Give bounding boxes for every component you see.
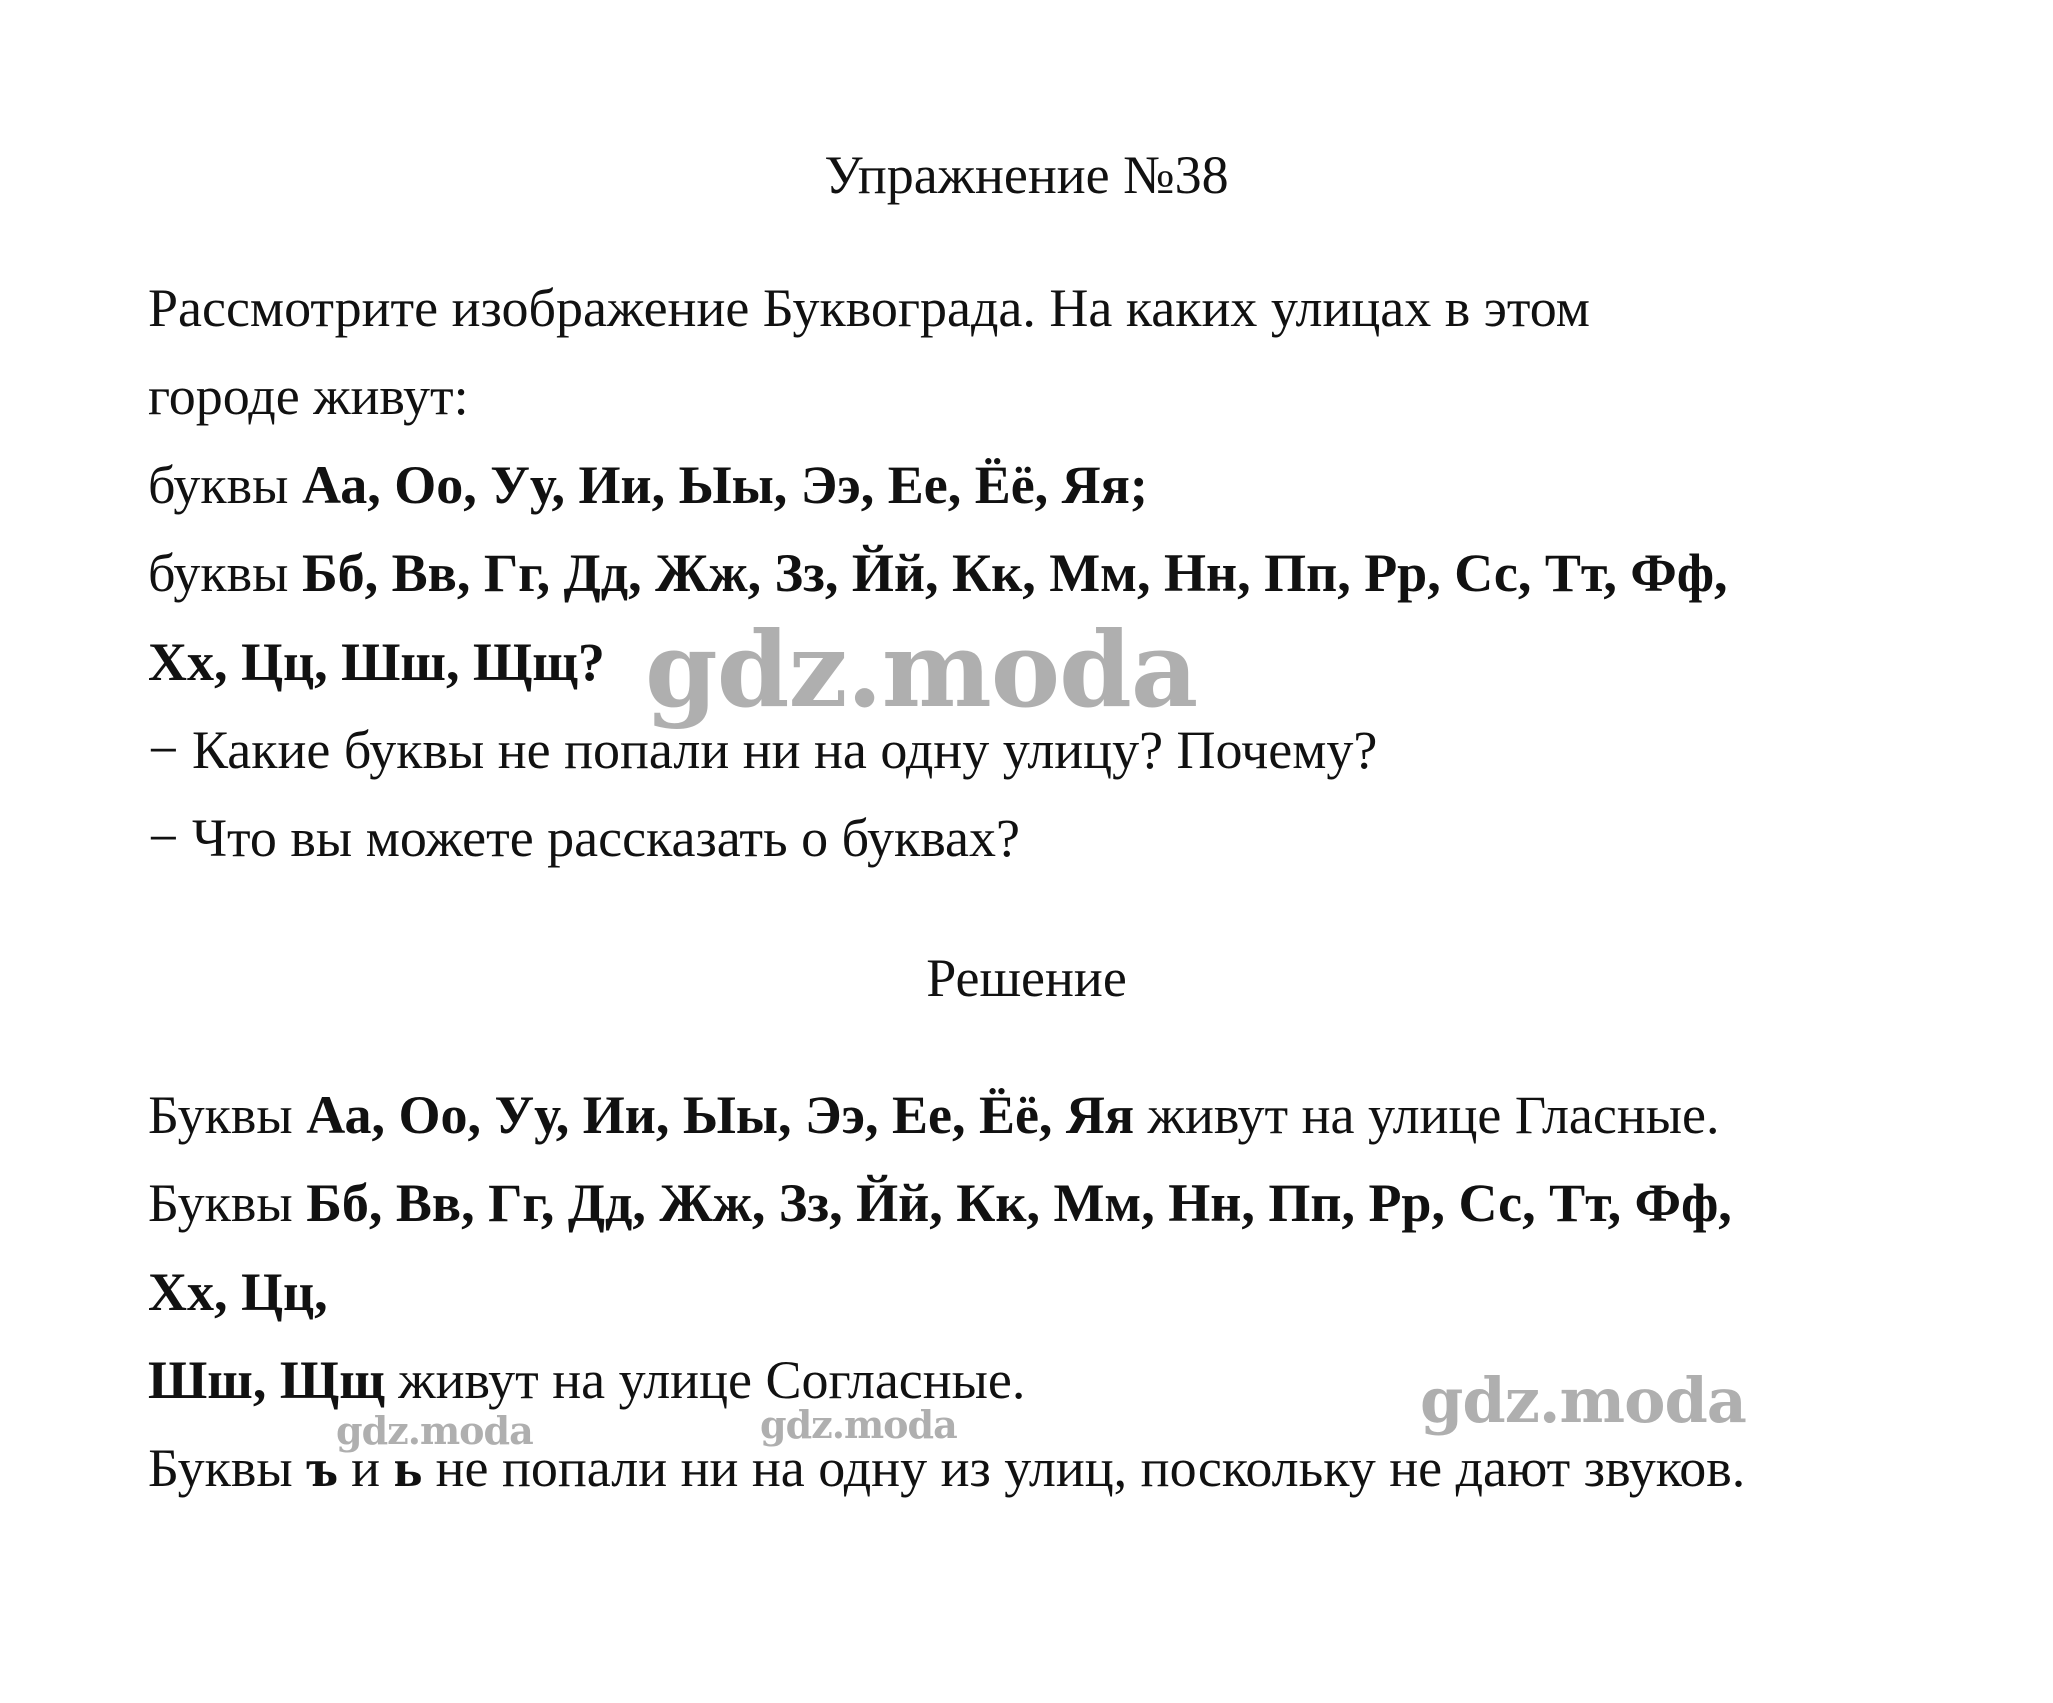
- exercise-consonants-line-1: [148, 543, 1728, 603]
- watermark-large: gdz.moda: [645, 608, 1198, 731]
- solution-consonants-list-2: Хх, Цц,: [148, 1262, 328, 1322]
- consonants-prefix: буквы: [148, 543, 302, 603]
- solution-signs-line: [148, 1438, 1745, 1498]
- solution-vowels-prefix: Буквы: [148, 1085, 307, 1145]
- solution-consonants-line-1: [148, 1173, 1732, 1233]
- hard-sign: ъ: [306, 1438, 338, 1498]
- exercise-vowels-line: [148, 455, 1148, 515]
- consonants-list-2: Хх, Цц, Шш, Щщ?: [148, 632, 605, 692]
- solution-consonants-list-3: Шш, Щщ: [148, 1350, 385, 1410]
- solution-consonants-suffix: живут на улице Согласные.: [384, 1350, 1026, 1410]
- solution-vowels-line: [148, 1085, 1720, 1145]
- exercise-question-2: − Что вы можете рассказать о буквах?: [148, 808, 1020, 868]
- solution-consonants-prefix: Буквы: [148, 1173, 307, 1233]
- soft-sign: ь: [393, 1438, 423, 1498]
- solution-vowels-list: Аа, Оо, Уу, Ии, Ыы, Ээ, Ее, Ёё, Яя: [306, 1085, 1135, 1145]
- exercise-question-1: − Какие буквы не попали ни на одну улицу? Почему?: [148, 720, 1378, 780]
- solution-consonants-line-2: [148, 1262, 328, 1322]
- signs-and: и: [337, 1438, 394, 1498]
- vowels-prefix: буквы: [148, 455, 302, 515]
- solution-heading: Решение: [926, 948, 1127, 1008]
- solution-signs-prefix: Буквы: [148, 1438, 307, 1498]
- vowels-list: Аа, Оо, Уу, Ии, Ыы, Ээ, Ее, Ёё, Яя;: [301, 455, 1148, 515]
- watermark-medium: gdz.moda: [1420, 1364, 1746, 1437]
- exercise-prompt-line-2: городе живут:: [148, 366, 469, 426]
- solution-vowels-suffix: живут на улице Гласные.: [1134, 1085, 1720, 1145]
- solution-signs-suffix: не попали ни на одну из улиц, поскольку не дают звуков.: [422, 1438, 1746, 1498]
- watermark-small-left: gdz.moda: [336, 1408, 533, 1453]
- exercise-title: Упражнение №38: [824, 145, 1229, 205]
- solution-consonants-list-1: Бб, Вв, Гг, Дд, Жж, Зз, Йй, Кк, Мм, Нн, Пп, Рр, Сс, Тт, Фф,: [306, 1173, 1732, 1233]
- consonants-list-1: Бб, Вв, Гг, Дд, Жж, Зз, Йй, Кк, Мм, Нн, Пп, Рр, Сс, Тт, Фф,: [301, 543, 1728, 603]
- exercise-consonants-line-2: [148, 632, 605, 692]
- solution-consonants-line-3: [148, 1350, 1025, 1410]
- watermark-small-center: gdz.moda: [760, 1402, 957, 1447]
- exercise-prompt-line-1: Рассмотрите изображение Буквограда. На каких улицах в этом: [148, 278, 1590, 338]
